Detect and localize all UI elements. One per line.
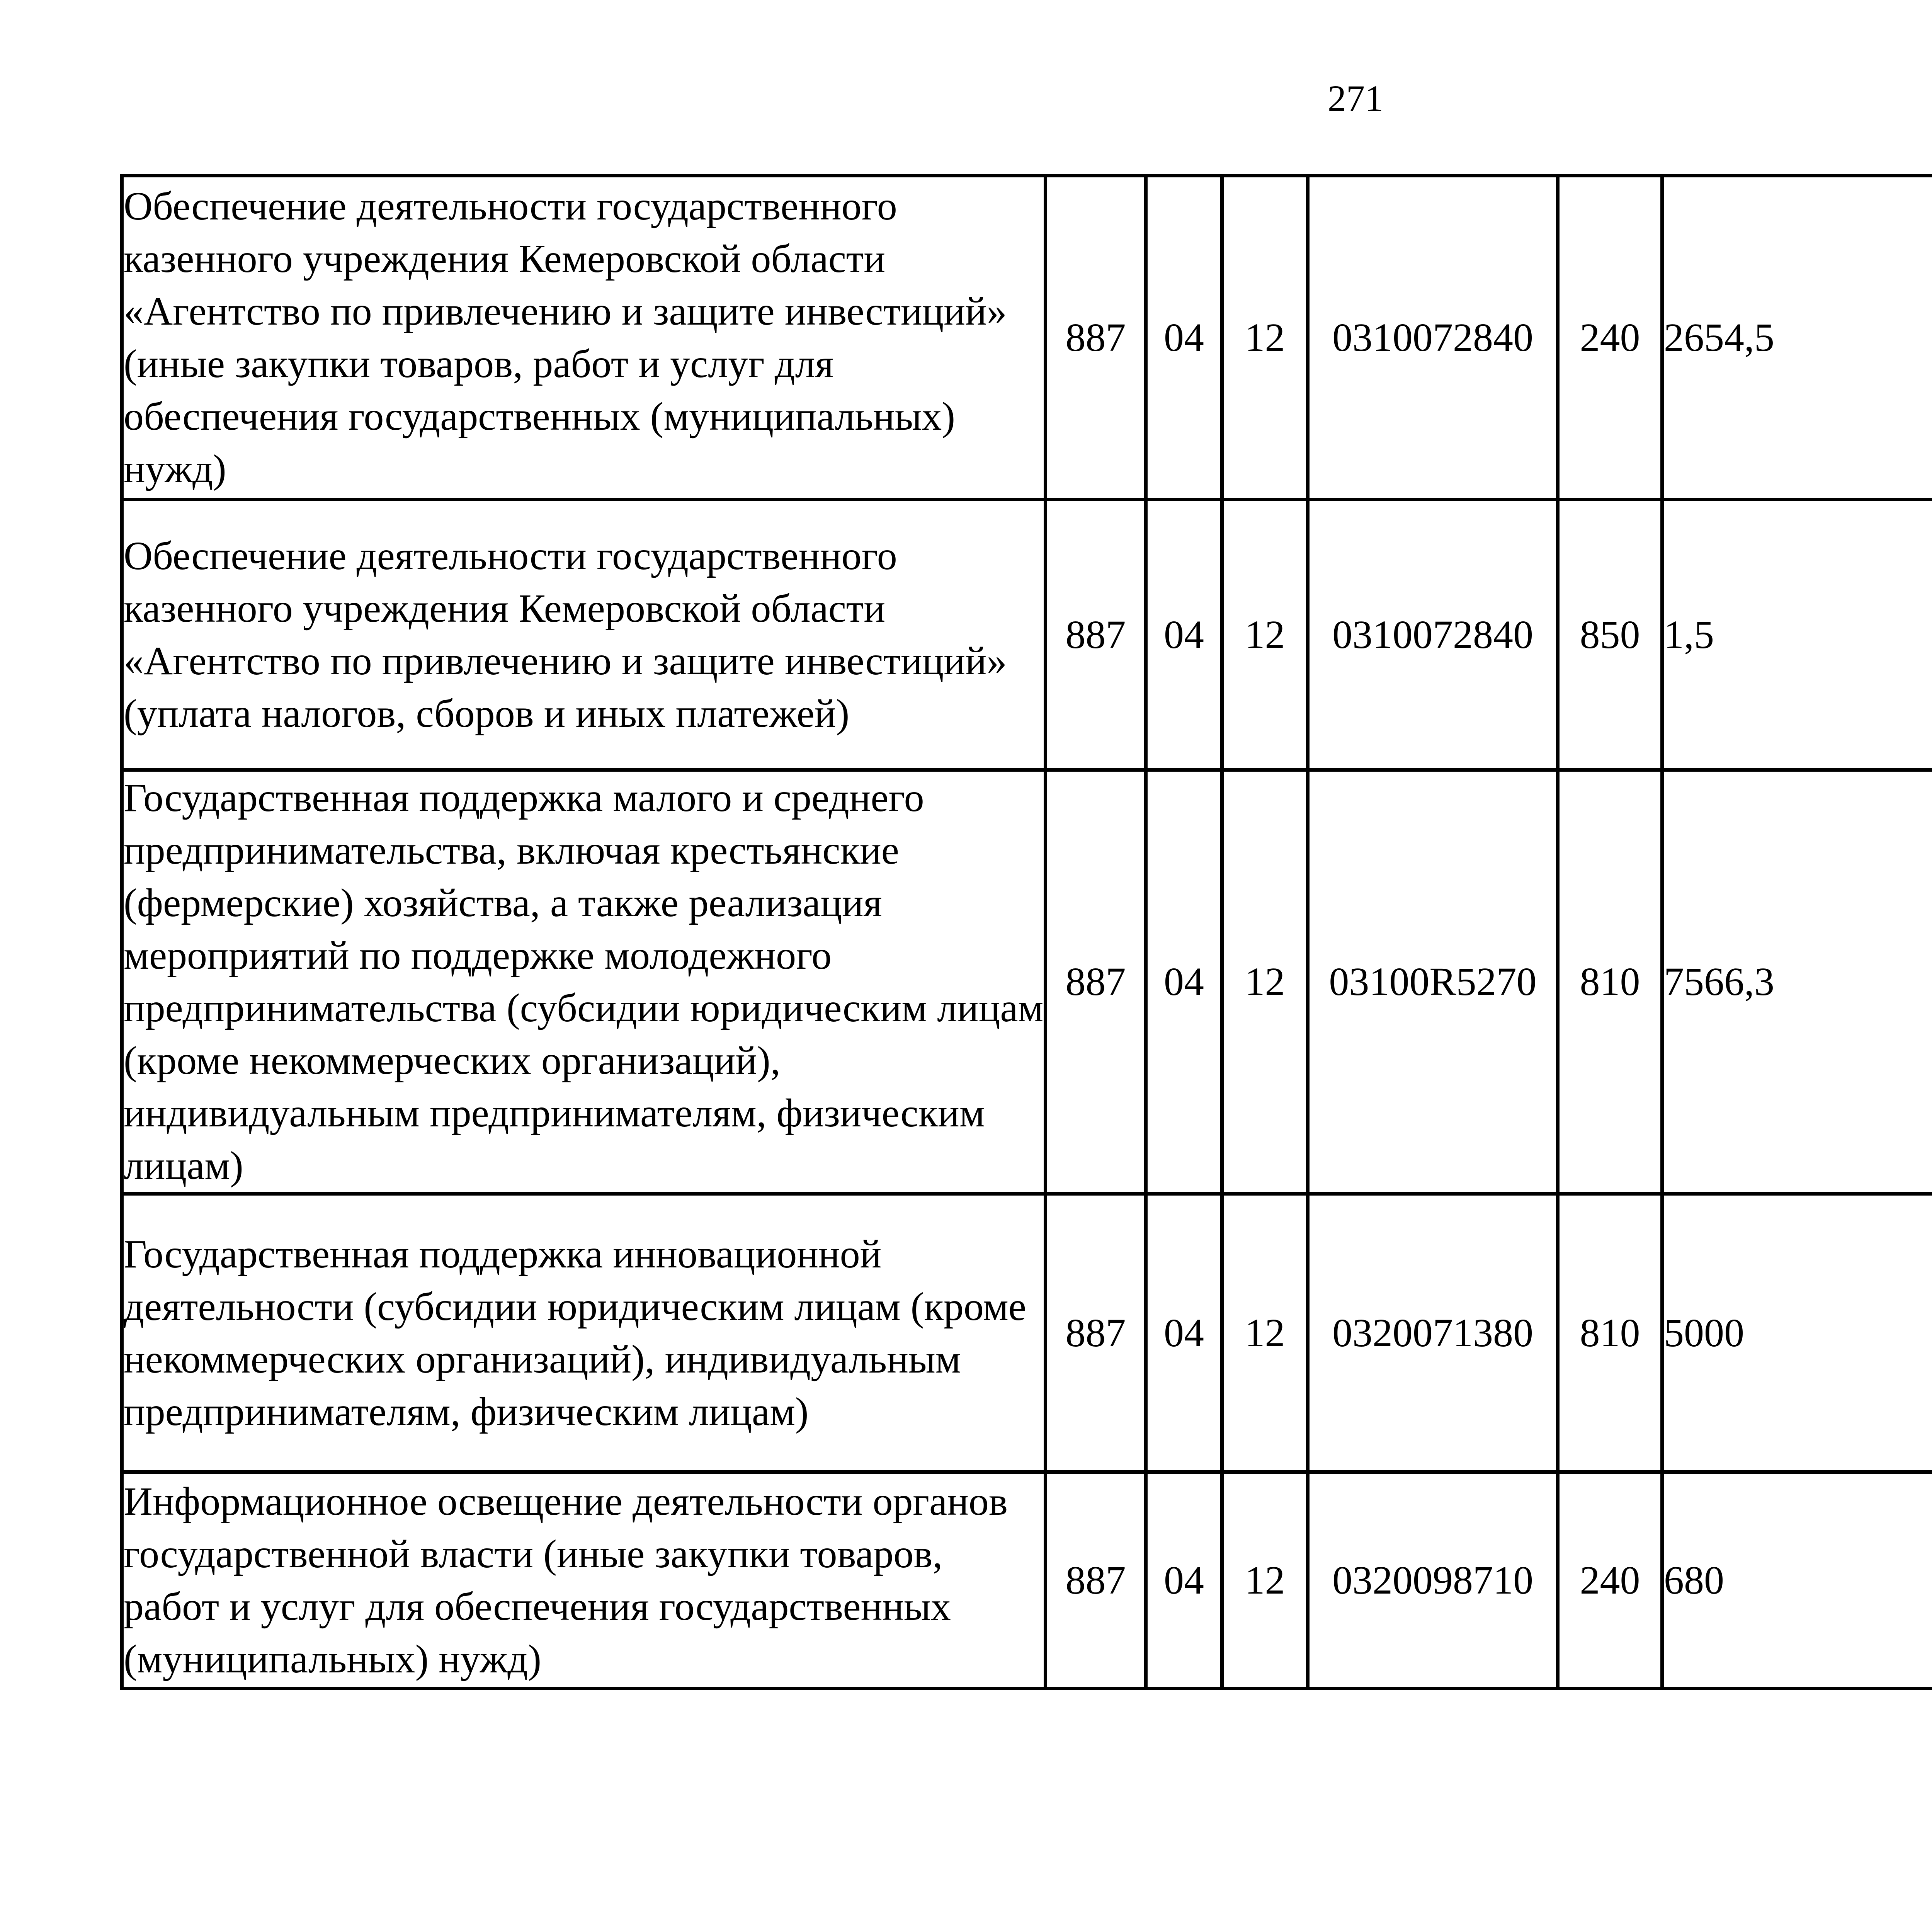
section-code: 04 [1146,1194,1222,1472]
ministry-code: 887 [1046,500,1146,770]
row-description: Обеспечение деятельности государственного казенного учреждения Кемеровской области «Агентство по привлечению и защите инвестиций» (иные закупки товаров, работ и услуг для обеспечения государственных (муниципальных) нужд) [122,176,1046,500]
row-description: Обеспечение деятельности государственного казенного учреждения Кемеровской области «Агентство по привлечению и защите инвестиций» (уплата налогов, сборов и иных платежей) [122,500,1046,770]
section-code: 04 [1146,770,1222,1194]
subsection-code: 12 [1222,770,1308,1194]
row-description: Государственная поддержка инновационной деятельности (субсидии юридическим лицам (кроме некоммерческих организаций), индивидуальным предпринимателям, физическим лицам) [122,1194,1046,1472]
table-row [122,176,1932,500]
section-code: 04 [1146,1472,1222,1689]
table-row [122,1472,1932,1689]
section-code: 04 [1146,500,1222,770]
target-article-code: 0320071380 [1308,1194,1558,1472]
target-article-code: 03100R5270 [1308,770,1558,1194]
table-row [122,770,1932,1194]
ministry-code: 887 [1046,770,1146,1194]
table-row [122,1194,1932,1472]
ministry-code: 887 [1046,1472,1146,1689]
subsection-code: 12 [1222,176,1308,500]
amount-year-1: 1,5 [1662,500,1932,770]
target-article-code: 0310072840 [1308,500,1558,770]
amount-year-1: 5000 [1662,1194,1932,1472]
expense-type-code: 810 [1558,770,1662,1194]
target-article-code: 0310072840 [1308,176,1558,500]
amount-year-1: 680 [1662,1472,1932,1689]
section-code: 04 [1146,176,1222,500]
target-article-code: 0320098710 [1308,1472,1558,1689]
amount-year-1: 7566,3 [1662,770,1932,1194]
page-number: 271 [1328,78,1383,119]
row-description: Информационное освещение деятельности органов государственной власти (иные закупки товаров, работ и услуг для обеспечения государственных (муниципальных) нужд) [122,1472,1046,1689]
row-description: Государственная поддержка малого и среднего предпринимательства, включая крестьянские (фермерские) хозяйства, а также реализация мероприятий по поддержке молодежного предпринимательства (субсидии юридическим лицам (кроме некоммерческих организаций), индивидуальным предпринимателям, физическим лицам) [122,770,1046,1194]
expense-type-code: 240 [1558,1472,1662,1689]
expense-type-code: 810 [1558,1194,1662,1472]
table-row [122,500,1932,770]
subsection-code: 12 [1222,500,1308,770]
budget-table [120,174,1932,1690]
ministry-code: 887 [1046,1194,1146,1472]
ministry-code: 887 [1046,176,1146,500]
expense-type-code: 850 [1558,500,1662,770]
expense-type-code: 240 [1558,176,1662,500]
subsection-code: 12 [1222,1194,1308,1472]
amount-year-1: 2654,5 [1662,176,1932,500]
subsection-code: 12 [1222,1472,1308,1689]
